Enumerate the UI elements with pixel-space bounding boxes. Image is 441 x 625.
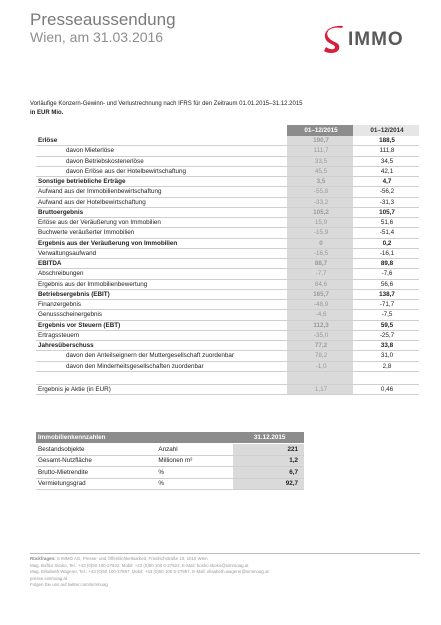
table-row <box>36 259 419 269</box>
value-2015: -4,6 <box>287 310 353 320</box>
portfolio-row <box>36 478 304 490</box>
contact-footer <box>30 553 420 589</box>
table-row <box>36 166 419 176</box>
table-row <box>36 300 419 310</box>
portfolio-row <box>36 455 304 467</box>
kpi-unit: % <box>156 478 233 490</box>
value-2015: -48,9 <box>287 300 353 310</box>
footer-twitter[interactable]: Folgen Sie uns auf twitter.com/simmoag <box>30 582 108 588</box>
row-label: Buchwerte veräußerter Immobilien <box>36 228 287 238</box>
value-2014: 59,5 <box>353 320 419 330</box>
kpi-label: Gesamt-Nutzfläche <box>36 455 156 467</box>
table-row <box>36 146 419 156</box>
table-row <box>36 187 419 197</box>
row-label <box>36 371 287 384</box>
value-2014: 0,46 <box>353 384 419 394</box>
value-2014: -16,1 <box>353 248 419 258</box>
value-2015: 15,9 <box>287 218 353 228</box>
value-2015: 105,2 <box>287 207 353 217</box>
row-label: EBITDA <box>36 259 287 269</box>
kpi-value: 221 <box>233 444 304 456</box>
value-2015: 190,7 <box>287 136 353 146</box>
page-title: Presseaussendung <box>30 10 176 29</box>
value-2014: -25,7 <box>353 330 419 340</box>
row-label: Ergebnis je Aktie (in EUR) <box>36 384 287 394</box>
value-2015: 1,17 <box>287 384 353 394</box>
kpi-value: 92,7 <box>233 478 304 490</box>
value-2014: 89,8 <box>353 259 419 269</box>
kpi-label: Bestandsobjekte <box>36 444 156 456</box>
value-2014: -7,5 <box>353 310 419 320</box>
kpi-unit: % <box>156 467 233 479</box>
value-2014: -71,7 <box>353 300 419 310</box>
table-header-row <box>36 125 419 136</box>
s-logo-icon <box>322 25 346 55</box>
row-label: Ertragssteuern <box>36 330 287 340</box>
portfolio-row <box>36 444 304 456</box>
value-2014: 31,0 <box>353 351 419 361</box>
spacer-row <box>36 371 419 384</box>
row-label: Betriebsergebnis (EBIT) <box>36 289 287 299</box>
value-2015: 33,5 <box>287 156 353 166</box>
row-label: Erlöse aus der Veräußerung von Immobilien <box>36 218 287 228</box>
value-2015: -33,2 <box>287 197 353 207</box>
table-row <box>36 248 419 258</box>
value-2014: -56,2 <box>353 187 419 197</box>
row-label: davon Mieterlöse <box>36 146 287 156</box>
unit-line: in EUR Mio. <box>30 110 64 116</box>
table-row <box>36 207 419 217</box>
value-2014: 33,8 <box>353 341 419 351</box>
footer-contact-2: Mag. Elisabeth Wagerer, Tel.: +43 (0)50 100-27867, Mobil: +43 (0)50 100 6-27867, E-Mail: elisabeth.wagerer@simmoag.at <box>30 569 269 575</box>
column-header-2015: 01–12/2015 <box>287 125 353 136</box>
row-label: Verwaltungsaufwand <box>36 248 287 258</box>
value-2014: 2,8 <box>353 361 419 371</box>
kpi-value: 1,2 <box>233 455 304 467</box>
value-2014: -51,4 <box>353 228 419 238</box>
table-row <box>36 197 419 207</box>
footer-label: Rückfragen: <box>30 556 56 561</box>
table-row <box>36 310 419 320</box>
intro-text <box>30 100 303 118</box>
value-2015: 77,2 <box>287 341 353 351</box>
table-row <box>36 228 419 238</box>
value-2015: -35,0 <box>287 330 353 340</box>
row-label: Erlöse <box>36 136 287 146</box>
row-label: Jahresüberschuss <box>36 341 287 351</box>
portfolio-date: 31.12.2015 <box>233 432 304 444</box>
row-label: Ergebnis vor Steuern (EBT) <box>36 320 287 330</box>
table-row <box>36 330 419 340</box>
simmo-logo <box>322 25 418 55</box>
table-row <box>36 177 419 187</box>
footer-company: S IMMO AG, Presse- und Öffentlichkeitsarbeit, Friedrichstraße 10, 1010 Wien <box>55 556 208 561</box>
table-row <box>36 351 419 361</box>
row-label: Ergebnis aus der Immobilienbewertung <box>36 279 287 289</box>
value-2015: 84,6 <box>287 279 353 289</box>
value-2014: 0,2 <box>353 238 419 248</box>
column-header-2014: 01–12/2014 <box>353 125 419 136</box>
logo-wordmark: IMMO <box>348 29 404 50</box>
table-row <box>36 136 419 146</box>
table-row <box>36 218 419 228</box>
value-2015: 111,7 <box>287 146 353 156</box>
page-date: Wien, am 31.03.2016 <box>30 29 164 45</box>
portfolio-kpi-table <box>36 432 304 490</box>
value-2014: -7,6 <box>353 269 419 279</box>
value-2014: 138,7 <box>353 289 419 299</box>
row-label: Abschreibungen <box>36 269 287 279</box>
row-label: Ergebnis aus der Veräußerung von Immobilien <box>36 238 287 248</box>
table-row <box>36 156 419 166</box>
value-2015: 3,5 <box>287 177 353 187</box>
row-label: Aufwand aus der Immobilienbewirtschaftung <box>36 187 287 197</box>
table-row <box>36 238 419 248</box>
value-2014: -31,3 <box>353 197 419 207</box>
row-label: Finanzergebnis <box>36 300 287 310</box>
kpi-unit: Anzahl <box>156 444 233 456</box>
value-2015: 78,2 <box>287 351 353 361</box>
table-row <box>36 269 419 279</box>
footer-contact-1: Mag. Boško Skoko, Tel.: +43 (0)50 100-27522, Mobil: +43 (0)50 100 6-27522, E-Mail: bosko.skoko@simmoag.at <box>30 562 249 568</box>
value-2015: -16,5 <box>287 248 353 258</box>
row-label: Genussscheinergebnis <box>36 310 287 320</box>
table-row <box>36 361 419 371</box>
kpi-value: 6,7 <box>233 467 304 479</box>
value-2015: 0 <box>287 238 353 248</box>
value-2014: 105,7 <box>353 207 419 217</box>
portfolio-header-row <box>36 432 304 444</box>
table-row <box>36 279 419 289</box>
value-2015: -55,8 <box>287 187 353 197</box>
portfolio-title: Immobilienkennzahlen <box>36 432 156 444</box>
value-2015: -7,7 <box>287 269 353 279</box>
value-2015: 112,3 <box>287 320 353 330</box>
footer-website[interactable]: presse.simmoag.at <box>30 575 68 581</box>
press-header <box>30 10 176 46</box>
row-label: Sonstige betriebliche Erträge <box>36 177 287 187</box>
kpi-label: Brutto-Mietrendite <box>36 467 156 479</box>
value-2014: 56,6 <box>353 279 419 289</box>
value-2014: 4,7 <box>353 177 419 187</box>
portfolio-row <box>36 467 304 479</box>
income-statement-table <box>36 125 419 395</box>
value-2015 <box>287 371 353 384</box>
value-2015: 88,7 <box>287 259 353 269</box>
row-label: davon den Minderheitsgesellschaften zuordenbar <box>36 361 287 371</box>
value-2014: 111,8 <box>353 146 419 156</box>
table-row <box>36 384 419 394</box>
value-2014: 34,5 <box>353 156 419 166</box>
row-label: Aufwand aus der Hotelbewirtschaftung <box>36 197 287 207</box>
value-2014: 42,1 <box>353 166 419 176</box>
table-row <box>36 320 419 330</box>
intro-line: Vorläufige Konzern-Gewinn- und Verlustrechnung nach IFRS für den Zeitraum 01.01.2015–31.12.2015 <box>30 101 303 107</box>
value-2014: 51,6 <box>353 218 419 228</box>
value-2015: 45,5 <box>287 166 353 176</box>
kpi-label: Vermietungsgrad <box>36 478 156 490</box>
value-2015: -1,0 <box>287 361 353 371</box>
value-2015: -15,9 <box>287 228 353 238</box>
kpi-unit: Millionen m² <box>156 455 233 467</box>
row-label: davon den Anteilseignern der Muttergesellschaft zuordenbar <box>36 351 287 361</box>
row-label: davon Betriebskostenerlöse <box>36 156 287 166</box>
table-row <box>36 341 419 351</box>
row-label: Bruttoergebnis <box>36 207 287 217</box>
row-label: davon Erlöse aus der Hotelbewirtschaftung <box>36 166 287 176</box>
value-2015: 165,7 <box>287 289 353 299</box>
value-2014 <box>353 371 419 384</box>
table-row <box>36 289 419 299</box>
value-2014: 188,5 <box>353 136 419 146</box>
